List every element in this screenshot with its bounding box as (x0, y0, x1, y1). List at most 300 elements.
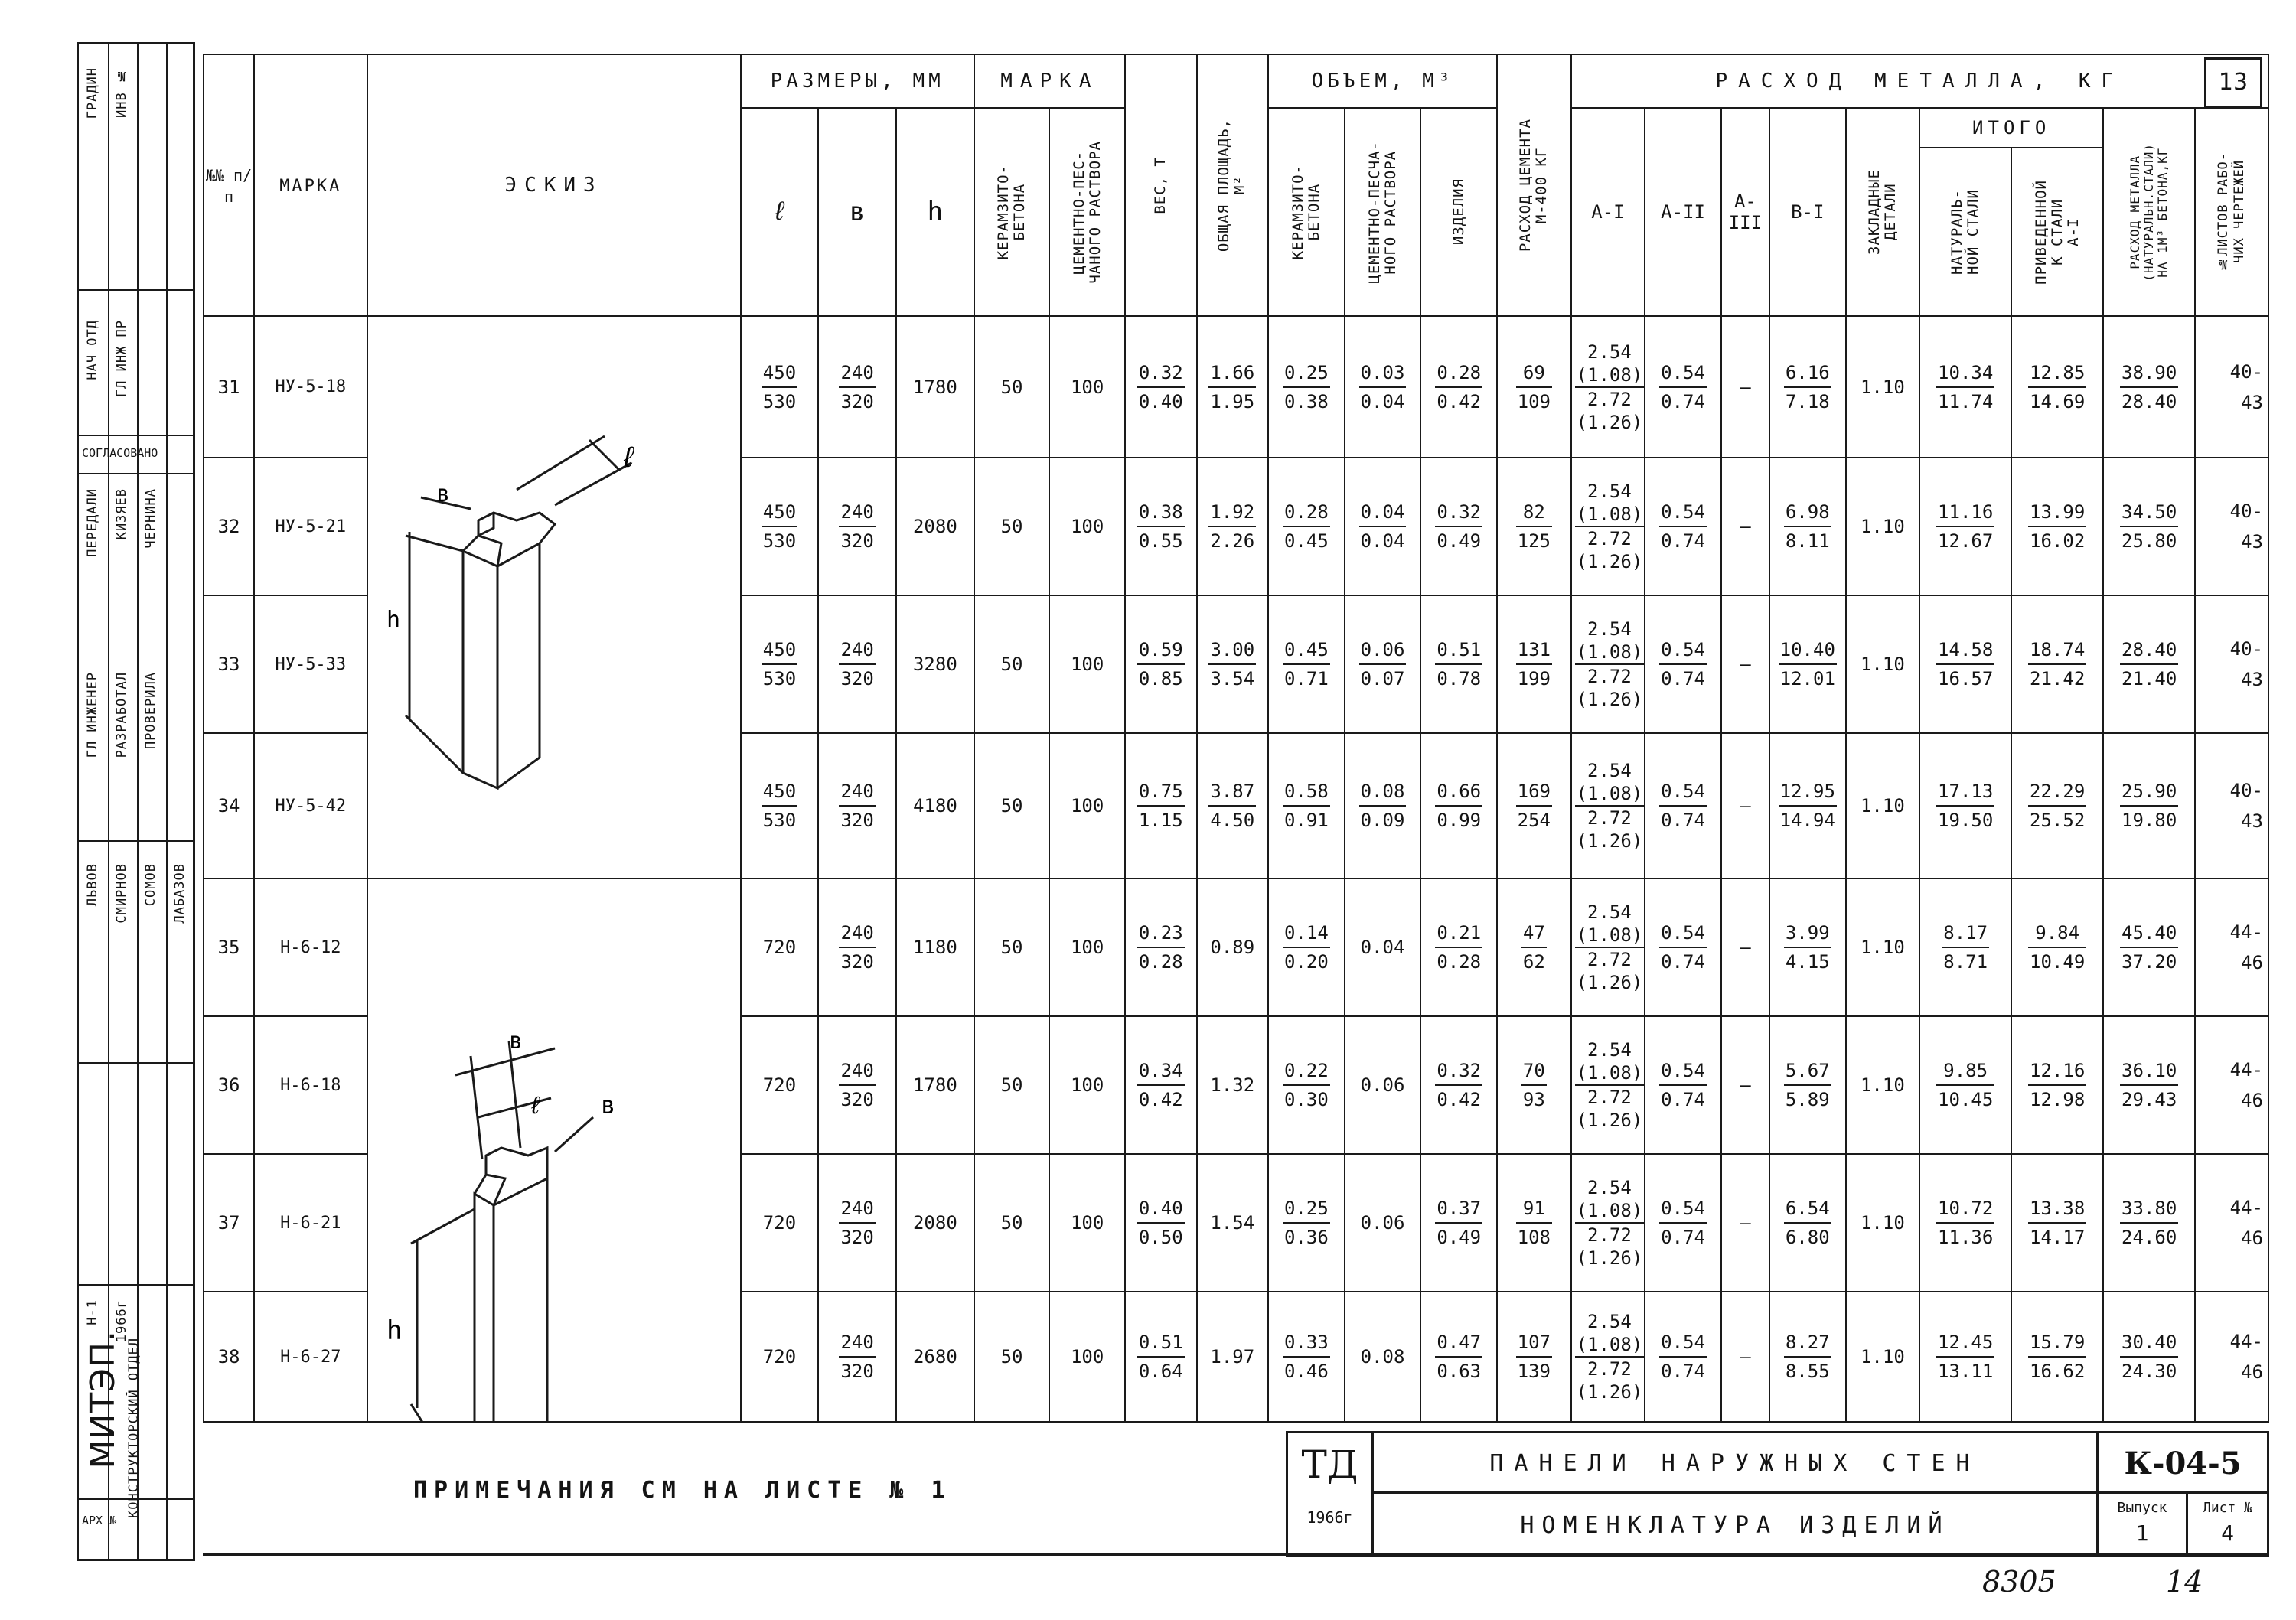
stamp-agreed: СОГЛАСОВАНО (82, 446, 158, 460)
a1-line: 2.72 (1587, 1358, 1632, 1380)
cell-vol-item (1420, 316, 1497, 458)
cell-a1 (1571, 1016, 1645, 1154)
cell-vol-cem (1345, 1154, 1421, 1292)
value-bottom: 37.20 (2122, 951, 2177, 973)
value: 0.06 (1360, 1212, 1405, 1234)
value: 100 (1070, 654, 1104, 675)
a1-line: (1.26) (1576, 830, 1643, 852)
cell-marka-cem (1049, 1016, 1125, 1154)
cell-natural (1919, 733, 2011, 878)
value-bottom: 320 (840, 1089, 874, 1110)
value-bottom: 0.36 (1283, 1227, 1329, 1248)
cell-marka (254, 316, 367, 458)
cell-a3 (1721, 1016, 1769, 1154)
cell-marka-cem (1049, 1154, 1125, 1292)
value-top: 15.79 (2028, 1328, 2086, 1358)
cell-per-m3 (2103, 458, 2195, 595)
value-bottom: 125 (1517, 530, 1551, 552)
value-bottom: 1.15 (1138, 810, 1183, 831)
cell-vol-cem (1345, 1016, 1421, 1154)
cell-num (204, 733, 254, 878)
value-top: 0.06 (1359, 636, 1407, 665)
value-bottom: 0.63 (1437, 1361, 1482, 1382)
value: 100 (1070, 516, 1104, 537)
value-top: 0.54 (1659, 498, 1707, 527)
value: 50 (1000, 516, 1023, 537)
value-top: 10.34 (1936, 359, 1994, 388)
cell-b1 (1769, 733, 1846, 878)
cell-vol-item (1420, 878, 1497, 1016)
sheet-ref: 43 (2241, 531, 2263, 552)
value-top: 240 (839, 1328, 875, 1358)
cell-sheets (2195, 458, 2268, 595)
sketches (364, 314, 731, 1423)
value-top: 0.04 (1359, 498, 1407, 527)
value: Н-6-12 (280, 937, 341, 957)
value: 50 (1000, 1346, 1023, 1367)
value-top: 82 (1516, 498, 1552, 527)
list-box (2186, 1491, 2269, 1557)
cell-weight (1125, 733, 1197, 878)
header-a1: А-I (1571, 108, 1645, 316)
cell-per-m3 (2103, 595, 2195, 733)
cell-weight (1125, 878, 1197, 1016)
cell-reduced (2011, 1154, 2103, 1292)
a1-line: (1.26) (1576, 689, 1643, 710)
a1-line: 2.72 (1587, 807, 1632, 829)
cell-marka-cem (1049, 1292, 1125, 1422)
value-top: 1.66 (1208, 359, 1256, 388)
value-bottom: 0.42 (1437, 390, 1482, 412)
value-top: 0.54 (1659, 919, 1707, 948)
header-a3: А-III (1721, 108, 1769, 316)
value-top: 0.51 (1137, 1328, 1185, 1358)
value: 1.10 (1860, 516, 1905, 537)
cell-marka-keramz (974, 878, 1050, 1016)
value: — (1740, 1212, 1751, 1234)
value: 33 (217, 654, 240, 675)
value-top: 1.92 (1208, 498, 1256, 527)
series-code: К-04-5 (2096, 1431, 2269, 1494)
cell-embed (1846, 316, 1920, 458)
sheet-ref: 46 (2241, 1227, 2263, 1249)
cell-vol-keramz (1268, 458, 1345, 595)
cell-l (741, 878, 819, 1016)
cell-sheets (2195, 1292, 2268, 1422)
value-bottom: 4.15 (1785, 951, 1830, 973)
cell-vol-item (1420, 733, 1497, 878)
value-top: 0.47 (1435, 1328, 1482, 1358)
value-bottom: 320 (840, 810, 874, 831)
stamp-role: РАЗРАБОТАЛ (114, 672, 129, 758)
value-bottom: 5.89 (1785, 1089, 1830, 1110)
value-top: 240 (839, 636, 875, 665)
a1-line: 2.54 (1587, 341, 1632, 363)
cell-per-m3 (2103, 1016, 2195, 1154)
sheet-number: 13 (2204, 57, 2262, 108)
release-value: 1 (2135, 1521, 2149, 1546)
value-top: 12.85 (2028, 359, 2086, 388)
cell-vol-cem (1345, 733, 1421, 878)
cell-marka (254, 458, 367, 595)
value-bottom: 0.74 (1661, 810, 1705, 831)
value-top: 450 (762, 636, 797, 665)
cell-vol-keramz (1268, 1016, 1345, 1154)
cell-cement (1497, 733, 1571, 878)
value-top: 28.40 (2120, 636, 2178, 665)
value-top: 0.08 (1359, 777, 1407, 807)
a1-line: 2.54 (1587, 1177, 1632, 1198)
value: 720 (762, 1074, 797, 1096)
value: 100 (1070, 795, 1104, 817)
cell-area (1197, 595, 1269, 733)
value-bottom: 530 (762, 530, 797, 552)
a1-line: 2.54 (1587, 618, 1632, 640)
a1-line: (1.26) (1576, 551, 1643, 572)
cell-per-m3 (2103, 878, 2195, 1016)
cell-vol-keramz (1268, 878, 1345, 1016)
stamp-role: ПЕРЕДАЛИ (85, 488, 100, 557)
value-top: 6.54 (1784, 1195, 1831, 1224)
a1-line: (1.26) (1576, 1247, 1643, 1269)
value-bottom: 139 (1517, 1361, 1551, 1382)
value-bottom: 0.42 (1437, 1089, 1482, 1110)
value-top: 0.59 (1137, 636, 1185, 665)
cell-h (896, 595, 974, 733)
value-top: 0.38 (1137, 498, 1185, 527)
value-top: 45.40 (2120, 919, 2178, 948)
value-bottom: 11.74 (1938, 390, 1994, 412)
a1-line: (1.08) (1575, 641, 1645, 665)
a1-line: 2.54 (1587, 760, 1632, 781)
cell-a3 (1721, 1154, 1769, 1292)
cell-vol-keramz (1268, 595, 1345, 733)
value-bottom: 8.55 (1785, 1361, 1830, 1382)
sheet-ref: 40- (2229, 360, 2263, 383)
value-bottom: 93 (1522, 1089, 1545, 1110)
value-top: 91 (1516, 1195, 1552, 1224)
cell-b1 (1769, 316, 1846, 458)
value-bottom: 2.26 (1210, 530, 1255, 552)
cell-vol-item (1420, 1154, 1497, 1292)
cell-area (1197, 1292, 1269, 1422)
stamp-name: ЛЬВОВ (85, 863, 100, 907)
cell-vol-cem (1345, 878, 1421, 1016)
value-top: 0.14 (1283, 919, 1330, 948)
value-bottom: 13.11 (1938, 1361, 1994, 1382)
cell-l (741, 595, 819, 733)
value: 38 (217, 1346, 240, 1367)
value-top: 0.25 (1283, 359, 1330, 388)
value: 0.06 (1360, 1074, 1405, 1096)
cell-a2 (1645, 1154, 1721, 1292)
header-size-l: ℓ (741, 108, 819, 316)
value-bottom: 0.71 (1283, 668, 1329, 689)
value: 1780 (912, 376, 957, 398)
value-top: 18.74 (2028, 636, 2086, 665)
header-marka-group: МАРКА (974, 54, 1125, 108)
cell-h (896, 878, 974, 1016)
value: 1.10 (1860, 795, 1905, 817)
value-bottom: 1.95 (1210, 390, 1255, 412)
stamp-name: СОМОВ (143, 863, 158, 907)
stamp-org: МИТЭП. (83, 1330, 122, 1469)
cell-h (896, 733, 974, 878)
a1-line: 2.72 (1587, 666, 1632, 687)
sheet-ref: 40- (2229, 500, 2263, 522)
value: 100 (1070, 1212, 1104, 1234)
cell-embed (1846, 595, 1920, 733)
value-top: 0.54 (1659, 1195, 1707, 1224)
cell-marka-keramz (974, 595, 1050, 733)
cell-embed (1846, 878, 1920, 1016)
value: 35 (217, 937, 240, 958)
value-top: 10.40 (1779, 636, 1837, 665)
sheet-ref: 40- (2229, 780, 2263, 801)
value-bottom: 0.74 (1661, 951, 1705, 973)
header-area: ОБЩАЯ ПЛОЩАДЬ, М² (1197, 54, 1269, 316)
cell-reduced (2011, 1016, 2103, 1154)
cell-l (741, 733, 819, 878)
cell-b (818, 458, 896, 595)
value: 1.10 (1860, 376, 1905, 398)
cell-a2 (1645, 458, 1721, 595)
header-b1: В-I (1769, 108, 1846, 316)
cell-embed (1846, 733, 1920, 878)
value-bottom: 0.49 (1437, 1227, 1482, 1248)
value-top: 0.23 (1137, 919, 1185, 948)
cell-marka-cem (1049, 878, 1125, 1016)
value-top: 450 (762, 777, 797, 807)
value-bottom: 8.11 (1785, 530, 1830, 552)
value-bottom: 530 (762, 810, 797, 831)
value-bottom: 16.57 (1938, 668, 1994, 689)
cell-per-m3 (2103, 1292, 2195, 1422)
cell-marka (254, 595, 367, 733)
sheet-ref: 46 (2241, 1361, 2263, 1383)
value: 1780 (912, 1074, 957, 1096)
value: 50 (1000, 937, 1023, 958)
value-top: 0.28 (1283, 498, 1330, 527)
stamp-top-label: ГРАДИН (85, 67, 100, 119)
cell-vol-keramz (1268, 316, 1345, 458)
value: 1.10 (1860, 937, 1905, 958)
cell-a1 (1571, 733, 1645, 878)
list-value: 4 (2221, 1521, 2234, 1546)
header-per-m3: РАСХОД МЕТАЛЛА (НАТУРАЛЬН.СТАЛИ) НА 1М³ БЕТОНА,КГ (2103, 108, 2195, 316)
stamp-name: ЛАБАЗОВ (172, 863, 188, 924)
cell-l (741, 1154, 819, 1292)
value-top: 0.32 (1137, 359, 1185, 388)
value-top: 11.16 (1936, 498, 1994, 527)
cell-vol-item (1420, 1016, 1497, 1154)
value: НУ-5-21 (275, 517, 347, 536)
value: 1.10 (1860, 1212, 1905, 1234)
value-top: 0.22 (1283, 1057, 1330, 1086)
cell-b1 (1769, 1154, 1846, 1292)
value-bottom: 0.20 (1283, 951, 1329, 973)
cell-a1 (1571, 1292, 1645, 1422)
value: 1.10 (1860, 1074, 1905, 1096)
a1-line: 2.54 (1587, 901, 1632, 923)
cell-b (818, 1154, 896, 1292)
list-label: Лист № (2202, 1500, 2253, 1516)
value-top: 12.45 (1936, 1328, 1994, 1358)
cell-vol-keramz (1268, 733, 1345, 878)
value-bottom: 12.98 (2030, 1089, 2086, 1110)
value-top: 0.03 (1359, 359, 1407, 388)
cell-marka-cem (1049, 595, 1125, 733)
value-top: 8.17 (1942, 919, 1989, 948)
cell-a1 (1571, 878, 1645, 1016)
cell-weight (1125, 1154, 1197, 1292)
value-bottom: 0.64 (1138, 1361, 1183, 1382)
stamp-role: ПРОВЕРИЛА (143, 672, 158, 750)
cell-h (896, 1016, 974, 1154)
value: 720 (762, 1212, 797, 1234)
value-bottom: 530 (762, 668, 797, 689)
value: НУ-5-18 (275, 377, 347, 396)
value: 100 (1070, 937, 1104, 958)
cell-vol-cem (1345, 1292, 1421, 1422)
stamp-role: ГЛ ИНЖ ПР (114, 320, 129, 398)
value-top: 8.27 (1784, 1328, 1831, 1358)
value-bottom: 10.49 (2030, 951, 2086, 973)
cell-per-m3 (2103, 733, 2195, 878)
value: 37 (217, 1212, 240, 1234)
cell-b (818, 878, 896, 1016)
cell-b1 (1769, 878, 1846, 1016)
value-bottom: 0.46 (1283, 1361, 1329, 1382)
value-top: 240 (839, 1195, 875, 1224)
footer-note: ПРИМЕЧАНИЯ СМ НА ЛИСТЕ № 1 (413, 1477, 952, 1504)
cell-area (1197, 1016, 1269, 1154)
value-top: 107 (1516, 1328, 1552, 1358)
cell-b1 (1769, 595, 1846, 733)
value-bottom: 24.30 (2122, 1361, 2177, 1382)
value-bottom: 28.40 (2122, 390, 2177, 412)
cell-marka-cem (1049, 733, 1125, 878)
cell-marka-keramz (974, 1154, 1050, 1292)
value-bottom: 109 (1517, 390, 1551, 412)
value-top: 450 (762, 498, 797, 527)
value-top: 0.54 (1659, 1328, 1707, 1358)
header-marka: МАРКА (254, 54, 367, 316)
value-top: 0.54 (1659, 636, 1707, 665)
cell-reduced (2011, 595, 2103, 733)
value-top: 9.85 (1936, 1057, 1994, 1086)
title-line-2: НОМЕНКЛАТУРА ИЗДЕЛИЙ (1371, 1491, 2099, 1557)
value-bottom: 11.36 (1938, 1227, 1994, 1248)
cell-cement (1497, 1154, 1571, 1292)
stamp-name: СМИРНОВ (114, 863, 129, 924)
value-top: 13.99 (2028, 498, 2086, 527)
value-top: 10.72 (1936, 1195, 1994, 1224)
value-top: 17.13 (1936, 777, 1994, 807)
value-bottom: 0.30 (1283, 1089, 1329, 1110)
cell-b (818, 316, 896, 458)
header-size-h: h (896, 108, 974, 316)
cell-l (741, 316, 819, 458)
cell-per-m3 (2103, 316, 2195, 458)
cell-b (818, 595, 896, 733)
value: 4180 (912, 795, 957, 817)
value-bottom: 320 (840, 1227, 874, 1248)
value: 50 (1000, 376, 1023, 398)
cell-natural (1919, 316, 2011, 458)
value-bottom: 320 (840, 951, 874, 973)
cell-num (204, 1292, 254, 1422)
td-label: ТД (1301, 1442, 1358, 1487)
value: — (1740, 1346, 1751, 1367)
value: 720 (762, 1346, 797, 1367)
cell-num (204, 595, 254, 733)
cell-b1 (1769, 1016, 1846, 1154)
a1-line: (1.08) (1575, 782, 1645, 807)
a1-line: (1.26) (1576, 972, 1643, 993)
value-top: 450 (762, 359, 797, 388)
value-bottom: 14.94 (1779, 810, 1835, 831)
header-volume: ОБЪЕМ, М³ (1268, 54, 1497, 108)
cell-natural (1919, 1154, 2011, 1292)
cell-area (1197, 1154, 1269, 1292)
header-weight: ВЕС, Т (1125, 54, 1197, 316)
sheet-ref: 46 (2241, 1090, 2263, 1111)
header-a2: А-II (1645, 108, 1721, 316)
cell-vol-keramz (1268, 1154, 1345, 1292)
value-bottom: 16.02 (2030, 530, 2086, 552)
a1-line: 2.72 (1587, 388, 1632, 410)
value-bottom: 108 (1517, 1227, 1551, 1248)
value-top: 0.32 (1435, 498, 1482, 527)
sheet-ref: 44- (2229, 1059, 2263, 1081)
value-bottom: 0.99 (1437, 810, 1482, 831)
value-top: 22.29 (2028, 777, 2086, 807)
td-box (1286, 1431, 1374, 1557)
value-bottom: 19.50 (1938, 810, 1994, 831)
cell-marka (254, 733, 367, 878)
cell-vol-item (1420, 1292, 1497, 1422)
value-top: 0.54 (1659, 359, 1707, 388)
value: 2080 (912, 516, 957, 537)
value-top: 33.80 (2120, 1195, 2178, 1224)
value-top: 5.67 (1784, 1057, 1831, 1086)
cell-a3 (1721, 1292, 1769, 1422)
value-top: 0.51 (1435, 636, 1482, 665)
sketch-label-h: h (386, 607, 401, 634)
handwritten-page: 14 (2166, 1565, 2203, 1599)
sheet-ref: 44- (2229, 1197, 2263, 1218)
value: НУ-5-33 (275, 654, 347, 674)
cell-sheets (2195, 595, 2268, 733)
cell-reduced (2011, 878, 2103, 1016)
value-top: 13.38 (2028, 1195, 2086, 1224)
value-bottom: 0.04 (1360, 530, 1405, 552)
value: 34 (217, 795, 240, 817)
cell-area (1197, 733, 1269, 878)
sketch-flat-panel (411, 1041, 593, 1423)
cell-a2 (1645, 1292, 1721, 1422)
sheet-ref: 43 (2241, 669, 2263, 690)
value-top: 25.90 (2120, 777, 2178, 807)
cell-marka-keramz (974, 316, 1050, 458)
value: 1.97 (1210, 1346, 1255, 1367)
value: 50 (1000, 795, 1023, 817)
cell-reduced (2011, 733, 2103, 878)
value-top: 0.37 (1435, 1195, 1482, 1224)
value-bottom: 12.67 (1938, 530, 1994, 552)
value-bottom: 0.74 (1661, 1361, 1705, 1382)
